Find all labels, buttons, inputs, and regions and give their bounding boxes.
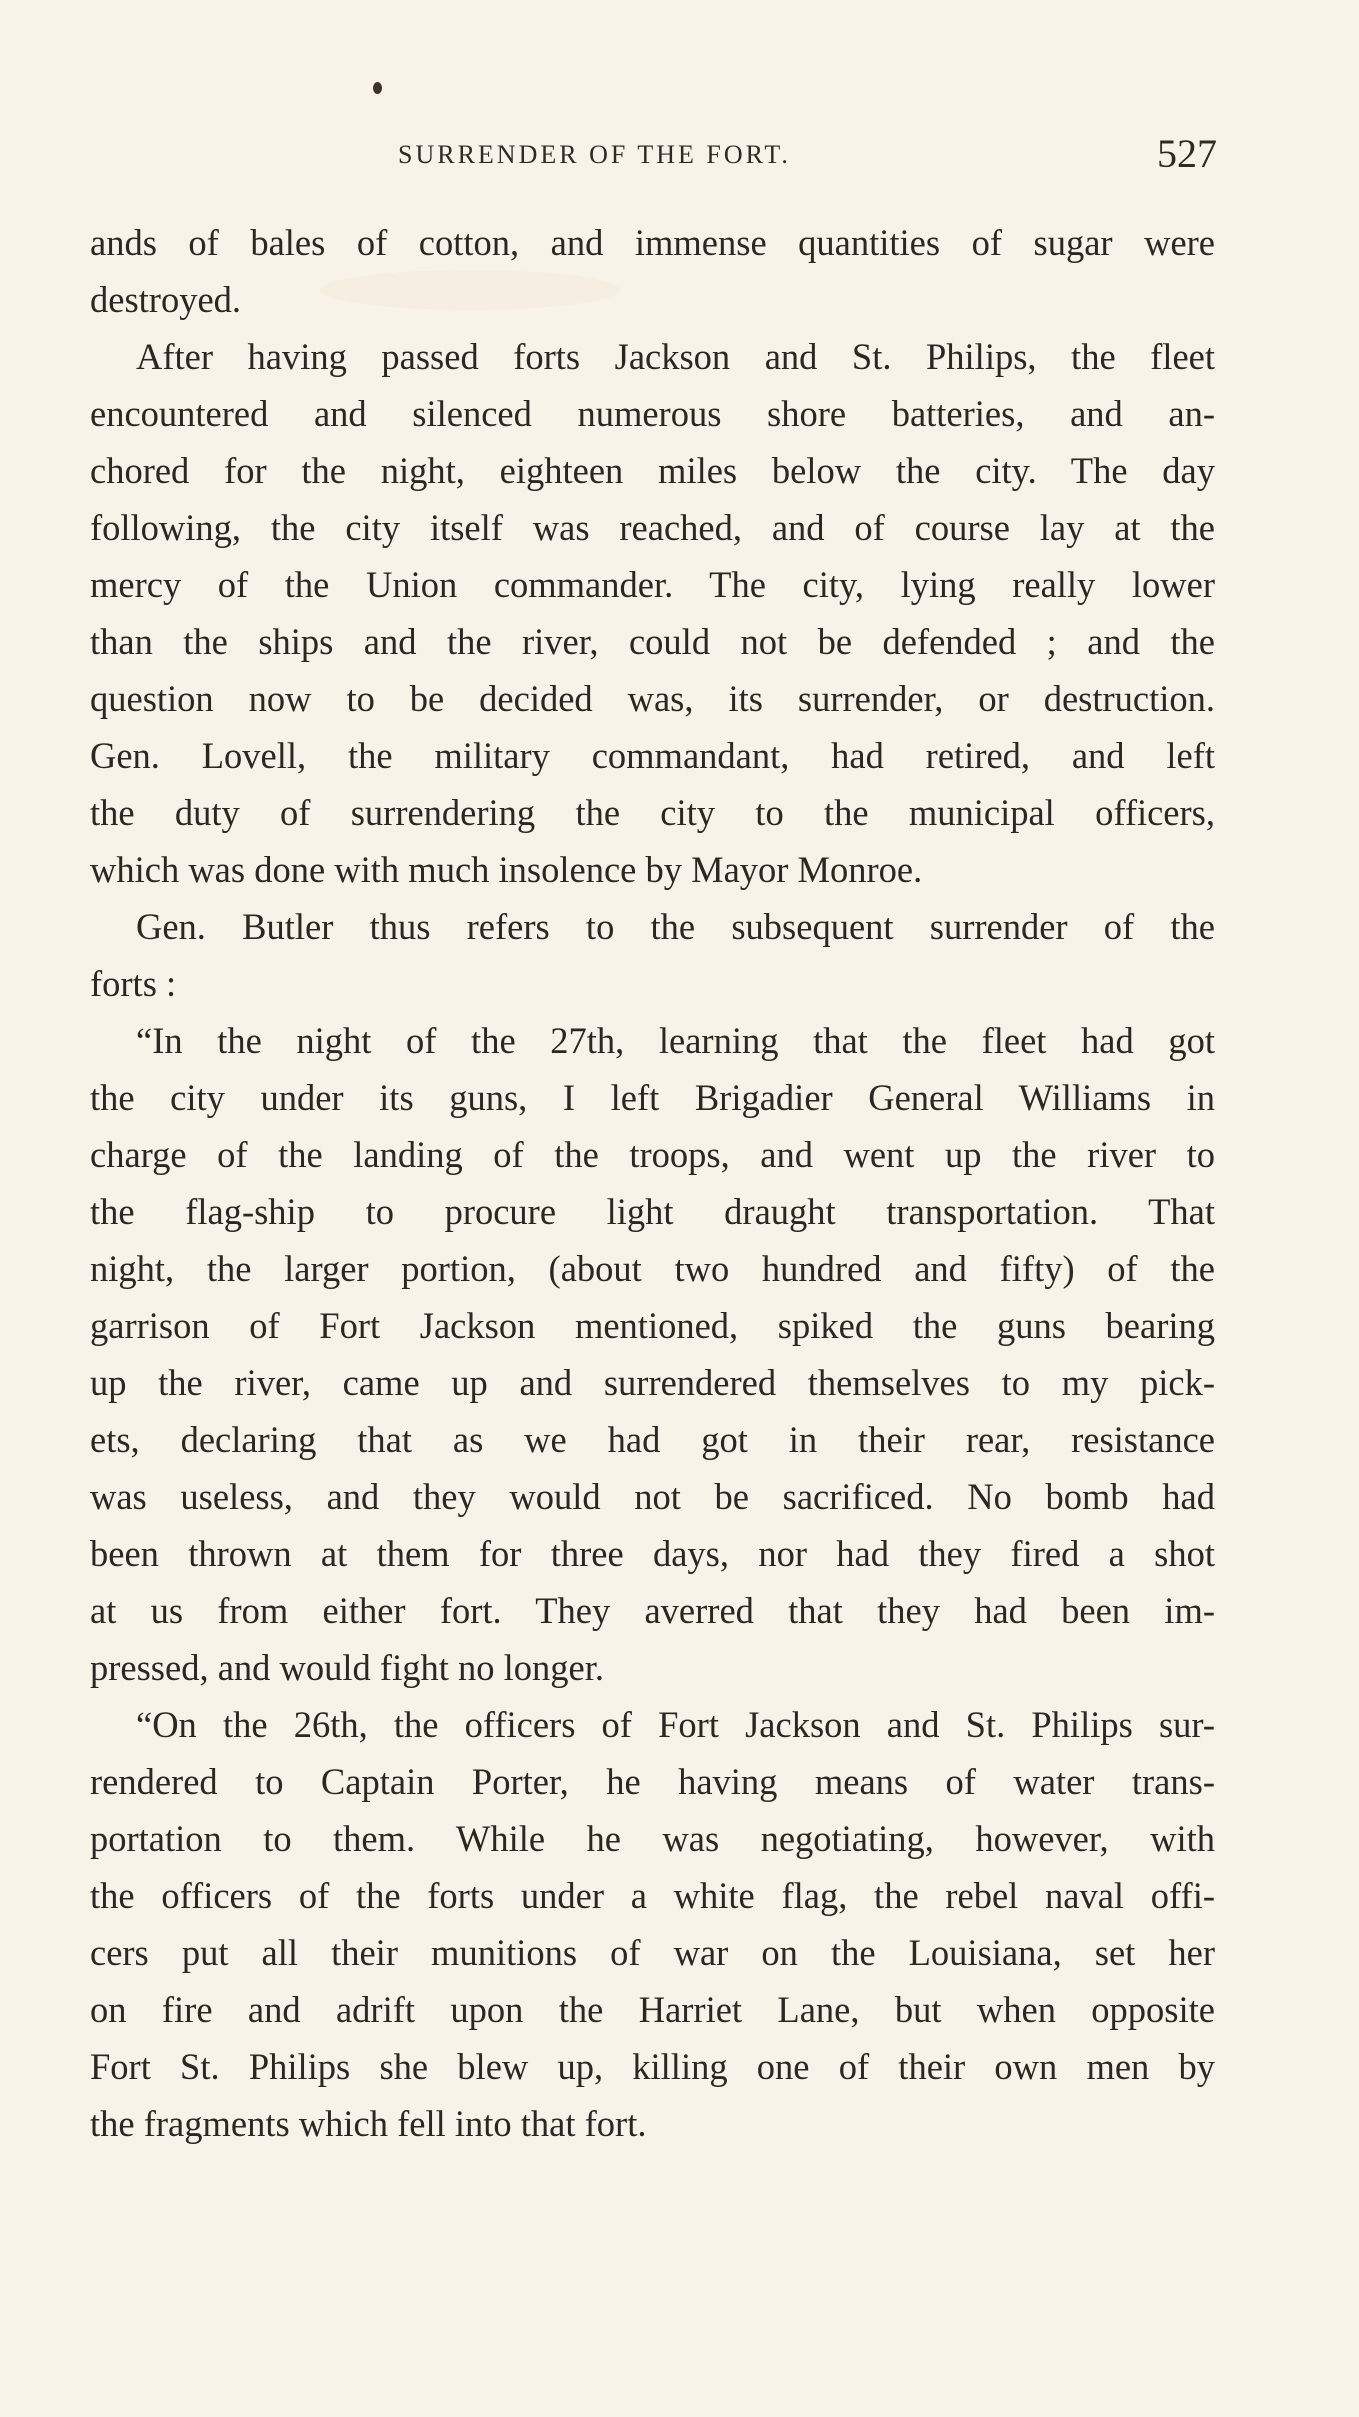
text-line: Fort St. Philips she blew up, killing one of their own men by (90, 2046, 1215, 2087)
text-line: ets, declaring that as we had got in their rear, resistance (90, 1419, 1215, 1460)
text-line: on fire and adrift upon the Harriet Lane, but when opposite (90, 1989, 1215, 2030)
running-title: SURRENDER OF THE FORT. (398, 140, 791, 169)
text-line: been thrown at them for three days, nor had they fired a shot (90, 1533, 1215, 1574)
page-number: 527 (1157, 131, 1217, 176)
text-line: the city under its guns, I left Brigadier General Williams in (90, 1077, 1215, 1118)
text-line: than the ships and the river, could not be defended ; and the (90, 621, 1215, 662)
text-line: cers put all their munitions of war on the Louisiana, set her (90, 1932, 1215, 1973)
text-line: destroyed. (90, 279, 242, 320)
text-line: Gen. Lovell, the military commandant, had retired, and left (90, 735, 1215, 776)
text-line: Gen. Butler thus refers to the subsequent surrender of the (136, 906, 1215, 947)
text-line: pressed, and would fight no longer. (90, 1647, 604, 1688)
text-line: the duty of surrendering the city to the municipal officers, (90, 792, 1215, 833)
text-line: ands of bales of cotton, and immense quantities of sugar were (90, 222, 1215, 263)
text-line: forts : (90, 963, 177, 1004)
text-line: “In the night of the 27th, learning that the fleet had got (136, 1020, 1215, 1061)
ink-dot (373, 82, 382, 94)
text-line: chored for the night, eighteen miles below the city. The day (90, 450, 1215, 491)
text-line: at us from either fort. They averred that they had been im- (90, 1590, 1215, 1631)
text-line: encountered and silenced numerous shore batteries, and an- (90, 393, 1215, 434)
text-line: “On the 26th, the officers of Fort Jackson and St. Philips sur- (136, 1704, 1215, 1745)
text-line: question now to be decided was, its surrender, or destruction. (90, 678, 1215, 719)
body-text (90, 214, 1215, 2152)
text-line: following, the city itself was reached, and of course lay at the (90, 507, 1215, 548)
text-line: rendered to Captain Porter, he having means of water trans- (90, 1761, 1215, 1802)
text-line: up the river, came up and surrendered themselves to my pick- (90, 1362, 1215, 1403)
text-line: garrison of Fort Jackson mentioned, spiked the guns bearing (90, 1305, 1215, 1346)
text-line: mercy of the Union commander. The city, lying really lower (90, 564, 1215, 605)
text-line: the fragments which fell into that fort. (90, 2103, 647, 2144)
text-line: which was done with much insolence by Mayor Monroe. (90, 849, 923, 890)
text-line: After having passed forts Jackson and St. Philips, the fleet (136, 336, 1215, 377)
text-line: charge of the landing of the troops, and went up the river to (90, 1134, 1215, 1175)
text-line: was useless, and they would not be sacrificed. No bomb had (90, 1476, 1215, 1517)
text-line: the officers of the forts under a white flag, the rebel naval offi- (90, 1875, 1215, 1916)
text-line: portation to them. While he was negotiating, however, with (90, 1818, 1215, 1859)
text-line: the flag-ship to procure light draught transportation. That (90, 1191, 1215, 1232)
text-line: night, the larger portion, (about two hundred and fifty) of the (90, 1248, 1215, 1289)
